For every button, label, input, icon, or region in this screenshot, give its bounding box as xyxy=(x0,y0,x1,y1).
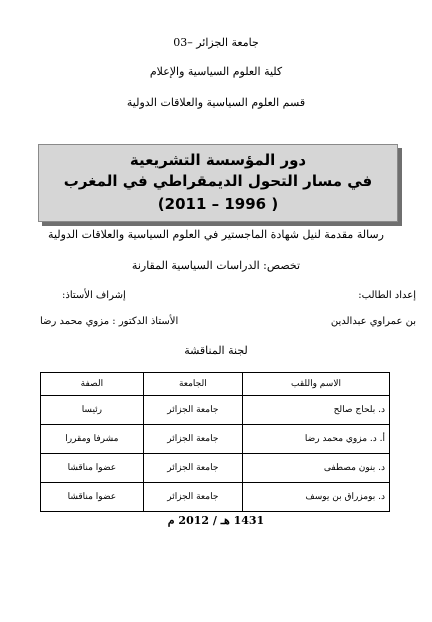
supervision-label: إشراف الأستاذ: xyxy=(62,290,126,301)
member-university: جامعة الجزائر xyxy=(143,483,242,512)
member-name: أ. د. مزوي محمد رضا xyxy=(242,425,389,454)
table-header-row xyxy=(41,373,390,396)
title-line-3: ( 1996 – 2011) xyxy=(157,195,279,213)
prepared-by-label: إعداد الطالب: xyxy=(358,290,416,301)
member-role: رئيسا xyxy=(41,396,144,425)
member-university: جامعة الجزائر xyxy=(143,454,242,483)
thesis-title-box xyxy=(38,144,398,222)
member-name: د. بلحاج صالح xyxy=(242,396,389,425)
committee-table xyxy=(40,372,390,512)
header-name: الاسم واللقب xyxy=(242,373,389,396)
table-row xyxy=(41,396,390,425)
member-university: جامعة الجزائر xyxy=(143,396,242,425)
title-line-2: في مسار التحول الديمقراطي في المغرب xyxy=(63,172,373,190)
university-name: جامعة الجزائر –03 xyxy=(173,36,259,49)
member-role: عضوا مناقشا xyxy=(41,483,144,512)
table-row xyxy=(41,483,390,512)
date: 1431 هـ / 2012 م xyxy=(167,514,265,527)
department-name: قسم العلوم السياسية والعلاقات الدولية xyxy=(126,96,306,109)
header-role: الصفة xyxy=(41,373,144,396)
faculty-name: كلية العلوم السياسية والإعلام xyxy=(149,65,283,78)
member-role: عضوا مناقشا xyxy=(41,454,144,483)
memoir-description: رسالة مقدمة لنيل شهادة الماجستير في العلوم السياسية والعلاقات الدولية xyxy=(48,228,384,241)
supervisor-name: الأستاذ الدكتور : مزوي محمد رضا xyxy=(40,316,179,327)
table-row xyxy=(41,425,390,454)
committee-title: لجنة المناقشة xyxy=(184,344,248,357)
member-role: مشرفا ومقررا xyxy=(41,425,144,454)
specialization: تخصص: الدراسات السياسية المقارنة xyxy=(131,259,301,272)
member-name: د. بنون مصطفى xyxy=(242,454,389,483)
header-university: الجامعة xyxy=(143,373,242,396)
student-name: بن عمراوي عبدالدين xyxy=(330,316,416,327)
member-university: جامعة الجزائر xyxy=(143,425,242,454)
member-name: د. بومزراق بن يوسف xyxy=(242,483,389,512)
table-row xyxy=(41,454,390,483)
title-line-1: دور المؤسسة التشريعية xyxy=(129,151,307,169)
